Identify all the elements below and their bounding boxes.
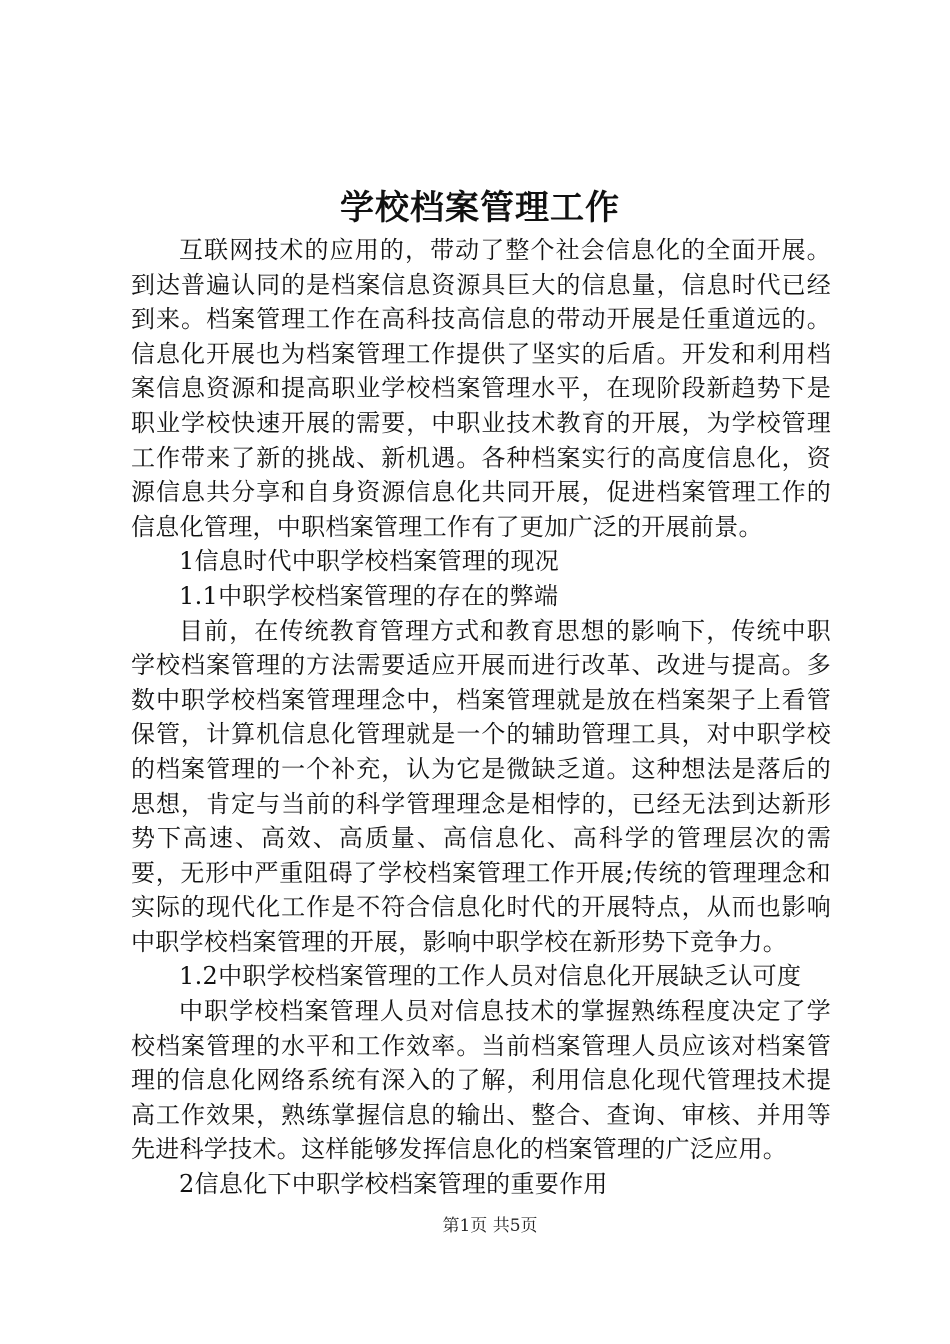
document-title: 学校档案管理工作 bbox=[340, 188, 620, 228]
section-heading-1-1: 1.1中职学校档案管理的存在的弊端 bbox=[179, 581, 559, 610]
paragraph-intro: 互联网技术的应用的，带动了整个社会信息化的全面开展。到达普遍认同的是档案信息资源具巨大的信息量，信息时代已经到来。档案管理工作在高科技高信息的带动开展是任重道远的。信息化开展也为档案管理工作提供了坚实的后盾。开发和利用档案信息资源和提高职业学校档案管理水平，在现阶段新趋势下是职业学校快速开展的需要，中职业技术教育的开展，为学校管理工作带来了新的挑战、新机遇。各种档案实行的高度信息化，资源信息共分享和自身资源信息化共同开展，促进档案管理工作的信息化管理，中职档案管理工作有了更加广泛的开展前景。 bbox=[131, 236, 831, 541]
paragraph-1-1: 目前，在传统教育管理方式和教育思想的影响下，传统中职学校档案管理的方法需要适应开展而进行改革、改进与提高。多数中职学校档案管理理念中，档案管理就是放在档案架子上看管保管，计算机信息化管理就是一个的辅助管理工具，对中职学校的档案管理的一个补充，认为它是微缺乏道。这种想法是落后的思想，肯定与当前的科学管理理念是相悖的，已经无法到达新形势下高速、高效、高质量、高信息化、高科学的管理层次的需要，无形中严重阻碍了学校档案管理工作开展;传统的管理理念和实际的现代化工作是不符合信息化时代的开展特点，从而也影响中职学校档案管理的开展，影响中职学校在新形势下竞争力。 bbox=[131, 616, 831, 956]
document-body bbox=[131, 233, 831, 1202]
page-footer: 第1页 共5页 bbox=[442, 1216, 538, 1236]
section-heading-2: 2信息化下中职学校档案管理的重要作用 bbox=[179, 1170, 608, 1199]
section-heading-1: 1信息时代中职学校档案管理的现况 bbox=[179, 547, 560, 576]
paragraph-1-2: 中职学校档案管理人员对信息技术的掌握熟练程度决定了学校档案管理的水平和工作效率。当前档案管理人员应该对档案管理的信息化网络系统有深入的了解，利用信息化现代管理技术提高工作效果，熟练掌握信息的输出、整合、查询、审核、并用等先进科学技术。这样能够发挥信息化的档案管理的广泛应用。 bbox=[131, 997, 831, 1164]
section-heading-1-2: 1.2中职学校档案管理的工作人员对信息化开展缺乏认可度 bbox=[179, 962, 802, 991]
